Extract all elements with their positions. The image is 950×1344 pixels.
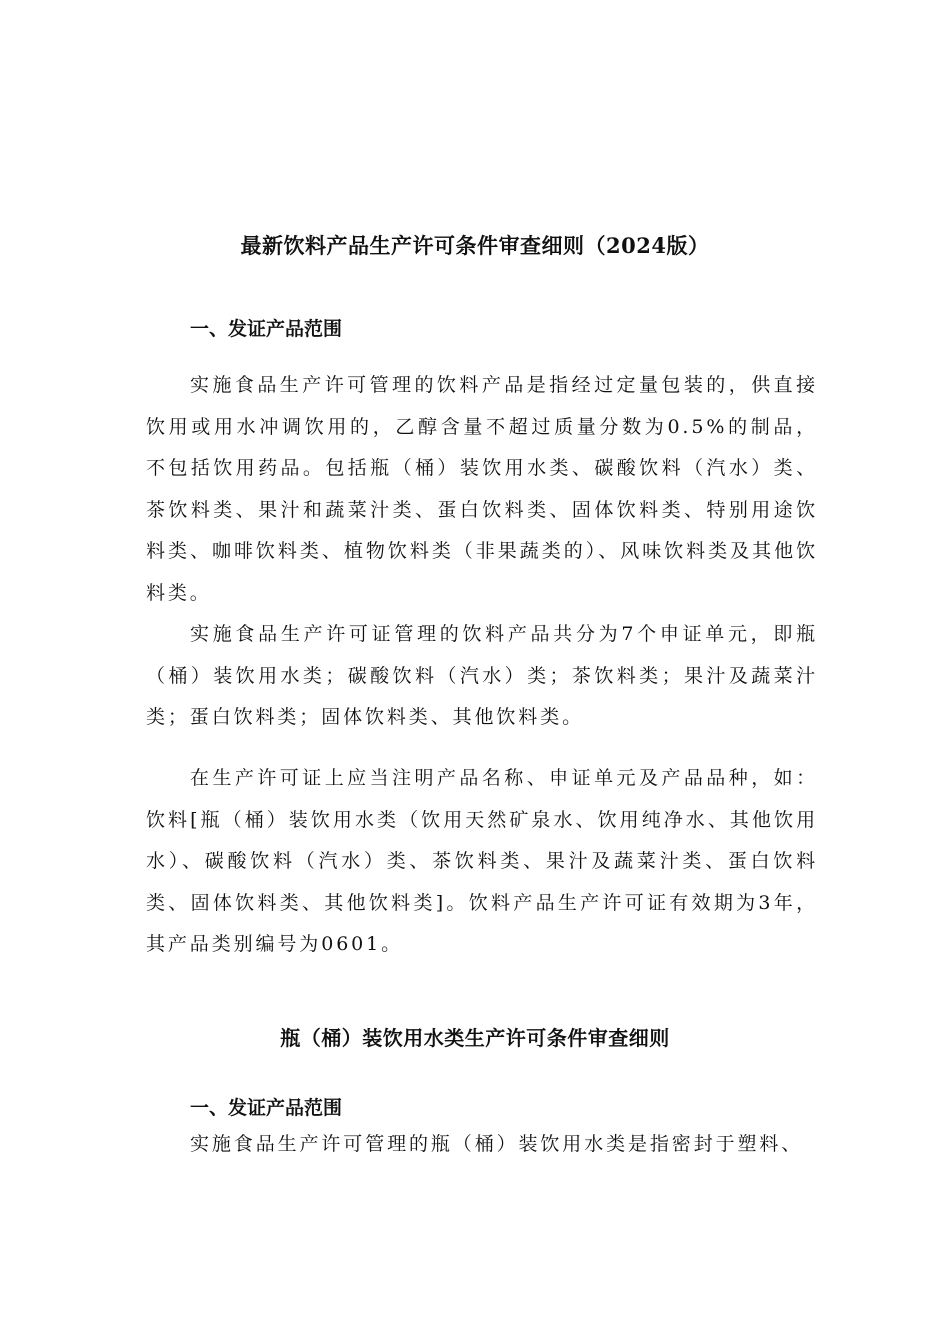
subtitle: 瓶（桶）装饮用水类生产许可条件审查细则 <box>280 1026 670 1050</box>
paragraph-water-scope: 实施食品生产许可管理的瓶（桶）装饮用水类是指密封于塑料、 <box>190 1133 804 1155</box>
paragraph-license: 在生产许可证上应当注明产品名称、申证单元及产品品种，如：饮料[瓶（桶）装饮用水类（饮用天然矿泉水、饮用纯净水、其他饮用水）、碳酸饮料（汽水）类、茶饮料类、果汁及蔬菜汁类、蛋白饮料类、固体饮料类、其他饮料类]。饮料产品生产许可证有效期为3年，其产品类别编号为0601。 <box>146 767 818 955</box>
section-heading-2: 一、发证产品范围 <box>190 1097 343 1119</box>
section-heading: 一、发证产品范围 <box>190 318 343 340</box>
paragraph-units: 实施食品生产许可证管理的饮料产品共分为7个申证单元，即瓶（桶）装饮用水类；碳酸饮料（汽水）类；茶饮料类；果汁及蔬菜汁类；蛋白饮料类；固体饮料类、其他饮料类。 <box>146 623 818 728</box>
document-title: 最新饮料产品生产许可条件审查细则（2024版） <box>240 233 710 258</box>
paragraph-scope: 实施食品生产许可管理的饮料产品是指经过定量包装的，供直接饮用或用水冲调饮用的，乙醇含量不超过质量分数为0.5%的制品，不包括饮用药品。包括瓶（桶）装饮用水类、碳酸饮料（汽水）类、茶饮料类、果汁和蔬菜汁类、蛋白饮料类、固体饮料类、特别用途饮料类、咖啡饮料类、植物饮料类（非果蔬类的）、风味饮料类及其他饮料类。 <box>146 374 818 604</box>
